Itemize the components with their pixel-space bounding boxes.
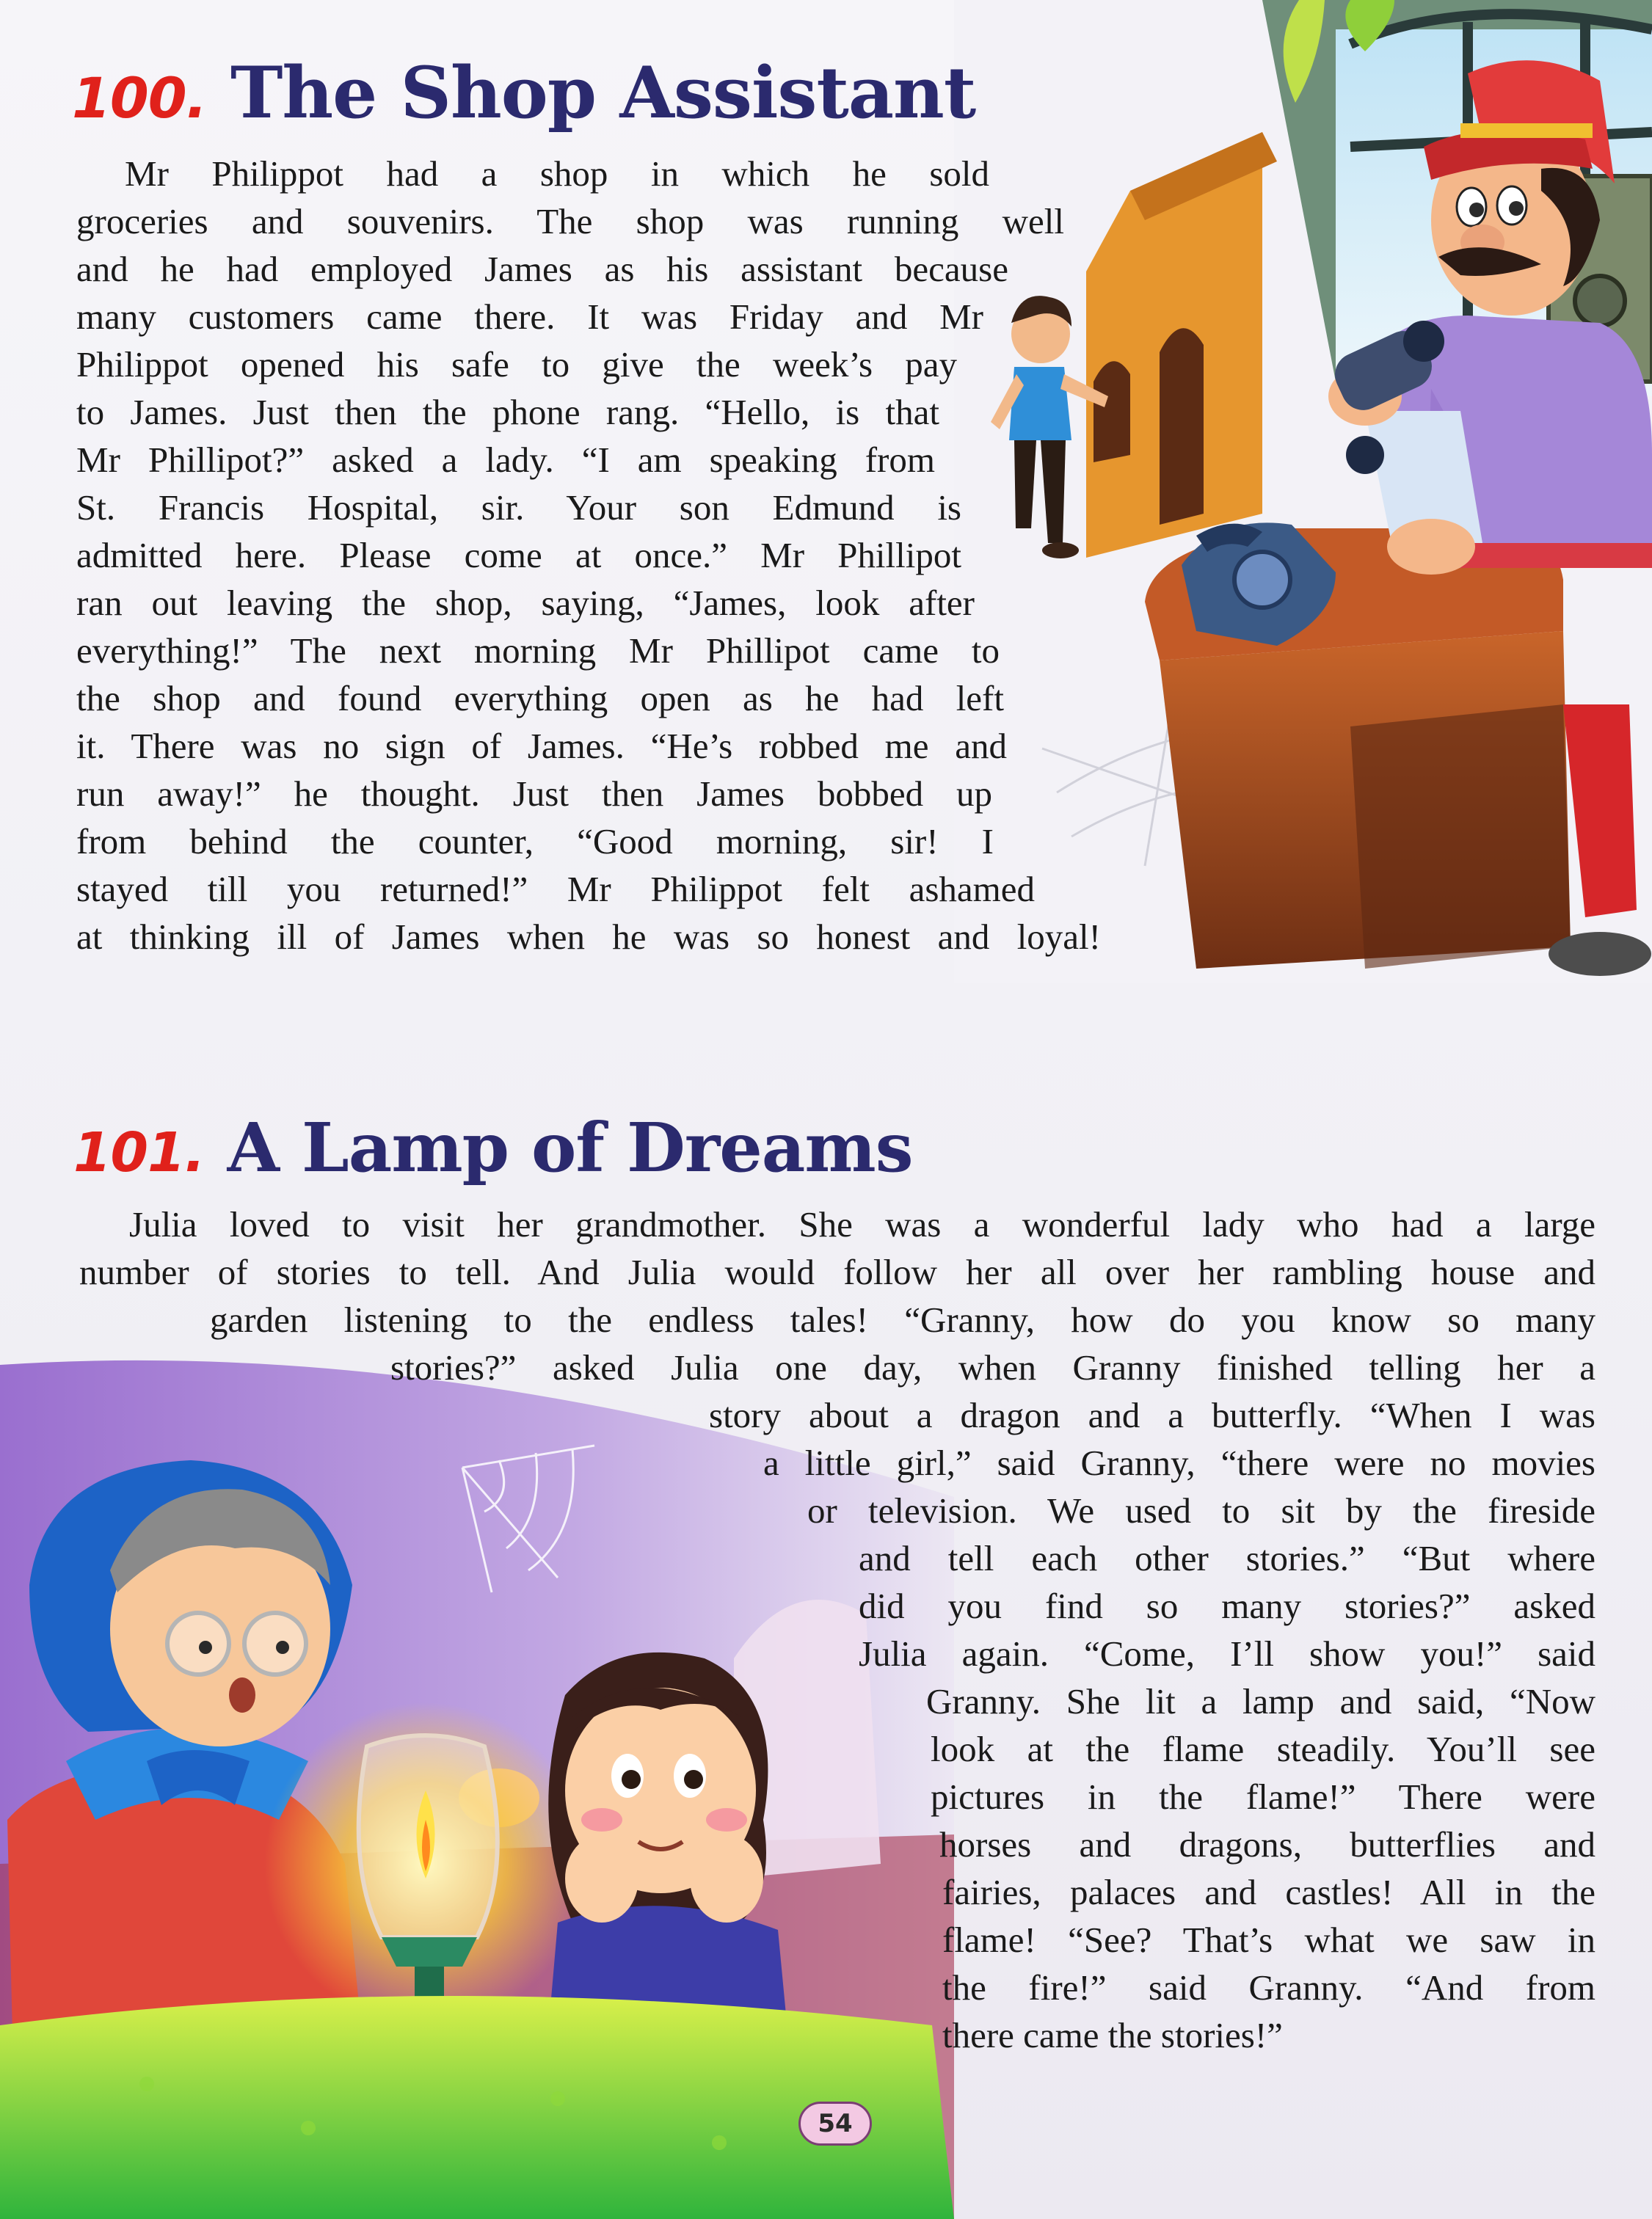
story-line: it. There was no sign of James. “He’s robbed me and [76, 726, 1007, 766]
story-line: there came the stories!” [942, 2015, 1283, 2055]
story-line: Philippot opened his safe to give the week’s pay [76, 344, 957, 385]
story-line: look at the flame steadily. You’ll see [931, 1729, 1595, 1769]
story-line: flame! “See? That’s what we saw in [942, 1920, 1595, 1960]
story-line: from behind the counter, “Good morning, sir! I [76, 821, 994, 861]
story-line: stories?” asked Julia one day, when Granny finished telling her a [390, 1347, 1595, 1388]
story-title-100 [72, 51, 975, 134]
story-line: Mr Philippot had a shop in which he sold [125, 153, 989, 194]
story-line: many customers came there. It was Friday and Mr [76, 296, 983, 337]
story-line: the shop and found everything open as he had left [76, 678, 1004, 718]
story-line: did you find so many stories?” asked [859, 1586, 1595, 1626]
story-line: Julia loved to visit her grandmother. She was a wonderful lady who had a large [129, 1204, 1595, 1245]
story-line: garden listening to the endless tales! “Granny, how do you know so many [210, 1300, 1595, 1340]
story-line: ran out leaving the shop, saying, “James, look after [76, 583, 975, 623]
story-line: Granny. She lit a lamp and said, “Now [926, 1681, 1595, 1721]
story-line: number of stories to tell. And Julia would follow her all over her rambling house and [79, 1252, 1595, 1292]
story-name: A Lamp of Dreams [227, 1108, 913, 1187]
story-line: story about a dragon and a butterfly. “When I was [709, 1395, 1595, 1435]
story-number: 100. [72, 65, 207, 131]
story-number: 101. [73, 1121, 205, 1184]
shop-scene-illustration [954, 0, 1652, 983]
story-line: St. Francis Hospital, sir. Your son Edmund is [76, 487, 961, 528]
story-line: and he had employed James as his assistant because [76, 249, 1008, 289]
story-line: stayed till you returned!” Mr Philippot felt ashamed [76, 869, 1035, 909]
story-title-101 [73, 1108, 913, 1187]
story-line: Julia again. “Come, I’ll show you!” said [859, 1633, 1595, 1674]
story-line: run away!” he thought. Just then James bobbed up [76, 773, 992, 814]
story-line: fairies, palaces and castles! All in the [942, 1872, 1595, 1912]
story-line: everything!” The next morning Mr Phillipot came to [76, 630, 1000, 671]
story-line: admitted here. Please come at once.” Mr Phillipot [76, 535, 961, 575]
story-line: a little girl,” said Granny, “there were no movies [763, 1443, 1595, 1483]
story-line: and tell each other stories.” “But where [859, 1538, 1595, 1578]
story-line: at thinking ill of James when he was so honest and loyal! [76, 917, 1101, 957]
story-line: the fire!” said Granny. “And from [942, 1967, 1595, 2008]
story-line: or television. We used to sit by the fireside [807, 1490, 1595, 1531]
story-name: The Shop Assistant [230, 51, 976, 134]
story-line: Mr Phillipot?” asked a lady. “I am speaking from [76, 440, 935, 480]
page-number: 54 [798, 2102, 872, 2146]
story-line: groceries and souvenirs. The shop was running well [76, 201, 1064, 241]
story-line: pictures in the flame!” There were [931, 1777, 1595, 1817]
story-line: horses and dragons, butterflies and [939, 1824, 1595, 1865]
story-line: to James. Just then the phone rang. “Hello, is that [76, 392, 939, 432]
